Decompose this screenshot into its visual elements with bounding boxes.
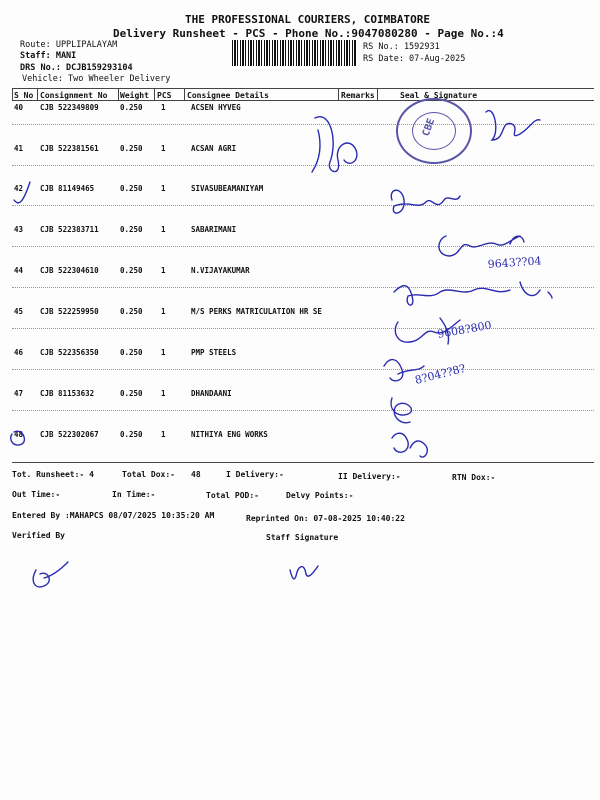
delvy-points: Delvy Points:- [286,491,354,500]
row-43-weight: 0.250 [120,225,143,234]
reprinted-on: Reprinted On: 07-08-2025 10:40:22 [246,514,405,523]
out-time: Out Time:- [12,490,61,499]
total-dox-value: 48 [191,470,201,479]
row-48-consignment: CJB 522302067 [40,430,99,439]
signature-row44-upper [394,282,552,305]
col-header-sno: S No [14,91,34,100]
in-time: In Time:- [112,490,156,499]
col-header-remarks: Remarks [341,91,375,100]
col-header-consignee: Consignee Details [187,91,269,100]
row-42-sno: 42 [14,184,24,193]
phone-handwritten-row44: 9643??04 [487,254,542,271]
seal-text: CBE [420,117,438,138]
row-42-pcs: 1 [161,184,166,193]
row-43-consignment: CJB 522383711 [40,225,99,234]
staff: Staff: MANI [20,51,77,61]
row-47-weight: 0.250 [120,389,143,398]
remarks-scribble-row40 [315,117,357,172]
rtn-dox: RTN Dox:- [452,473,496,482]
runsheet-subtitle: Delivery Runsheet - PCS - Phone No.:9047080280 - Page No.:4 [113,27,504,40]
row-47-pcs: 1 [161,389,166,398]
row-41-pcs: 1 [161,144,166,153]
row-45-sno: 45 [14,307,24,316]
row-45-consignment: CJB 522259950 [40,307,99,316]
row-41-consignment: CJB 522381561 [40,144,99,153]
row-46-weight: 0.250 [120,348,143,357]
row-40-pcs: 1 [161,103,166,112]
signature-row43 [439,236,524,256]
row-41-sno: 41 [14,144,24,153]
row-47-consignment: CJB 81153632 [40,389,95,398]
phone-handwritten-row45: 9608?800 [436,318,493,341]
row-46-consignment: CJB 522356350 [40,348,99,357]
row-42-consignment: CJB 81149465 [40,184,95,193]
row-48-sno: 48 [14,430,24,439]
row-45-weight: 0.250 [120,307,143,316]
row-42-weight: 0.250 [120,184,143,193]
staff-signature [290,566,318,579]
verified-by-signature [33,562,68,587]
row-44-consignment: CJB 522304610 [40,266,99,275]
row-41-weight: 0.250 [120,144,143,153]
row-40-consignment: CJB 522349809 [40,103,99,112]
row-43-sno: 43 [14,225,24,234]
company-title: THE PROFESSIONAL COURIERS, COIMBATORE [185,13,431,26]
col-header-consignment: Consignment No [40,91,108,100]
row-40-weight: 0.250 [120,103,143,112]
signature-row42 [391,190,460,213]
row-40-sno: 40 [14,103,24,112]
signature-row40 [486,111,540,140]
row-48-consignee: NITHIYA ENG WORKS [191,430,268,439]
row-40-consignee: ACSEN HYVEG [191,103,241,112]
row-46-consignee: PMP STEELS [191,348,237,357]
remarks-mark-row41 [312,130,320,172]
col-header-weight: Weight [120,91,149,100]
staff-signature-label: Staff Signature [266,533,339,542]
row-44-consignee: N.VIJAYAKUMAR [191,266,250,275]
row-44-pcs: 1 [161,266,166,275]
total-runsheet: Tot. Runsheet:- 4 [12,470,94,479]
phone-handwritten-row46: 8?04??8? [413,361,467,387]
row-47-sno: 47 [14,389,24,398]
row-48-pcs: 1 [161,430,166,439]
row-43-pcs: 1 [161,225,166,234]
row-42-consignee: SIVASUBEAMANIYAM [191,184,264,193]
drs-number: DRS No.: DCJB159293104 [20,63,133,73]
row-44-weight: 0.250 [120,266,143,275]
col-header-pcs: PCS [157,91,172,100]
vehicle: Vehicle: Two Wheeler Delivery [22,74,171,84]
ii-delivery: II Delivery:- [338,472,401,481]
rs-date: RS Date: 07-Aug-2025 [363,54,466,64]
route: Route: UPPLIPALAYAM [20,40,118,50]
verified-by-label: Verified By [12,531,65,540]
row-45-consignee: M/S PERKS MATRICULATION HR SE [191,307,322,316]
row-44-sno: 44 [14,266,24,275]
i-delivery: I Delivery:- [226,470,284,479]
total-dox-label: Total Dox:- [122,470,175,479]
signature-row47 [391,398,411,423]
row-41-consignee: ACSAN AGRI [191,144,237,153]
row-48-weight: 0.250 [120,430,143,439]
row-43-consignee: SABARIMANI [191,225,237,234]
row-46-sno: 46 [14,348,24,357]
col-header-seal: Seal & Signature [400,91,478,100]
entered-by: Entered By :MAHAPCS 08/07/2025 10:35:20 AM [12,511,215,520]
row-45-pcs: 1 [161,307,166,316]
total-pod: Total POD:- [206,491,259,500]
rs-number: RS No.: 1592931 [363,42,440,52]
row-46-pcs: 1 [161,348,166,357]
circle-mark-row48 [11,431,25,445]
row-47-consignee: DHANDAANI [191,389,232,398]
signature-row48 [392,433,427,457]
checkmark-row42 [14,182,30,203]
